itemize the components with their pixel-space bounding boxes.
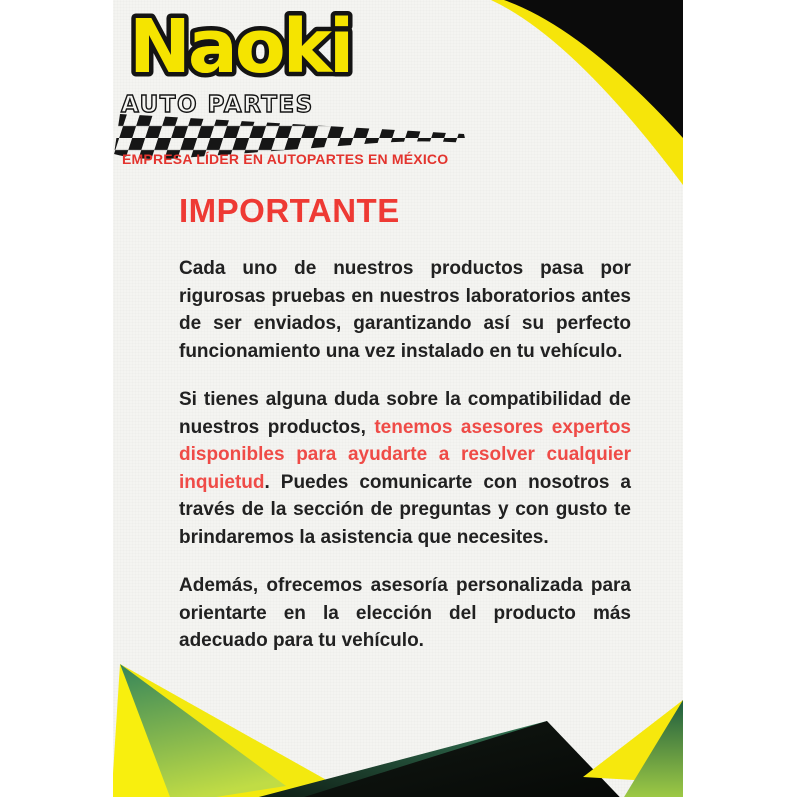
paragraph-compatibility [179,386,631,551]
paragraph-compatibility-end: . Puedes comunicarte con nosotros a través de la sección de preguntas y con gusto te brindaremos la asistencia que necesites. [179,471,631,548]
paragraph-compatibility-start: Si tienes alguna duda sobre la compatibilidad de nuestros productos, [179,389,631,438]
main-content [179,192,631,676]
section-heading: IMPORTANTE [179,192,400,229]
flyer-artboard [113,0,683,797]
brand-logo [125,0,425,96]
logo-subtext: AUTO PARTES [121,92,314,118]
logo-text: Naoki [129,4,352,90]
bottom-decoration [113,655,683,797]
paragraph-quality: Cada uno de nuestros productos pasa por rigurosas pruebas en nuestros laboratorios antes de ser enviados, garantizando así su perfecto funcionamiento una vez instalado en tu vehículo. [179,258,631,362]
paragraph-compatibility-highlight: tenemos asesores expertos disponibles para ayudarte a resolver cualquier inquietud [179,416,631,493]
brand-tagline: EMPRESA LÍDER EN AUTOPARTES EN MÉXICO [122,151,449,167]
paragraph-advice: Además, ofrecemos asesoría personalizada para orientarte en la elección del producto más adecuado para tu vehículo. [179,575,631,651]
